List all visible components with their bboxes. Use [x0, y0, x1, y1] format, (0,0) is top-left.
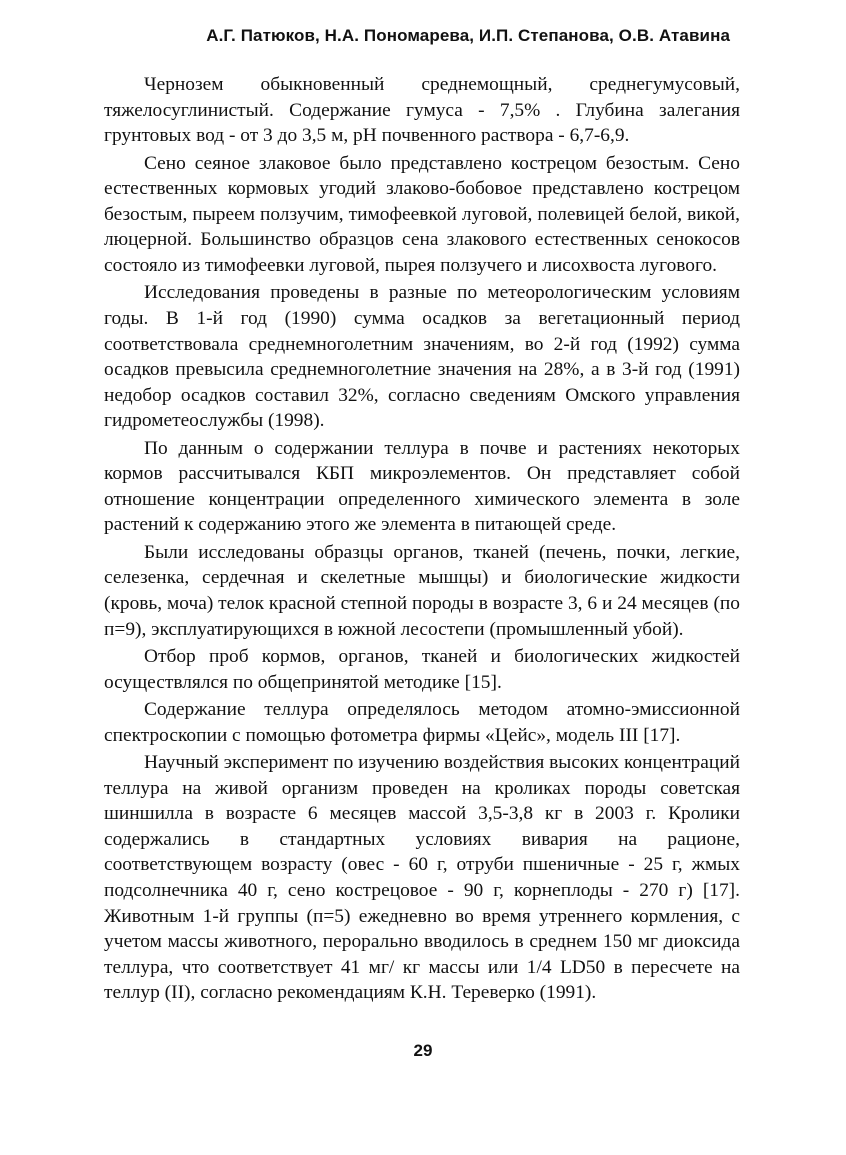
paragraph: Чернозем обыкновенный среднемощный, среднегумусовый, тяжелосуглинистый. Содержание гумуса - 7,5% . Глубина залегания грунтовых вод - от 3 до 3,5 м, рН почвенного раствора - 6,7-6,9. [104, 74, 740, 147]
running-header-authors: А.Г. Патюков, Н.А. Пономарева, И.П. Степанова, О.В. Атавина [206, 26, 730, 45]
paragraph: Сено сеяное злаковое было представлено кострецом безостым. Сено естественных кормовых угодий злаково-бобовое представлено кострецом безостым, пыреем ползучим, тимофеевкой луговой, полевицей белой, викой, люцерной. Большинство образцов сена злакового естественных сенокосов состояло из тимофеевки луговой, пырея ползучего и лисохвоста лугового. [104, 152, 740, 276]
body-text [104, 72, 740, 1008]
paragraph: Научный эксперимент по изучению воздействия высоких концентраций теллура на живой организм проведен на кроликах породы советская шиншилла в возрасте 6 месяцев массой 3,5-3,8 кг в 2003 г. Кролики содержались в стандартных условиях вивария на рационе, соответствующем возрасту (овес - 60 г, отруби пшеничные - 25 г, жмых подсолнечника 40 г, сено кострецовое - 90 г, корнеплоды - 270 г) [17]. Животным 1-й группы (п=5) ежедневно во время утреннего кормления, с учетом массы животного, перорально вводилось в среднем 150 мг диоксида теллура, что соответствует 41 мг/ кг массы или 1/4 LD50 в пересчете на теллур (II), согласно рекомендациям К.Н. Тереверко (1991). [104, 752, 740, 1004]
paragraph: Содержание теллура определялось методом атомно-эмиссионной спектроскопии с помощью фотометра фирмы «Цейс», модель III [17]. [104, 699, 740, 746]
page-number: 29 [413, 1041, 433, 1060]
paragraph: По данным о содержании теллура в почве и растениях некоторых кормов рассчитывался КБП микроэлементов. Он представляет собой отношение концентрации определенного химического элемента в золе растений к содержанию этого же элемента в питающей среде. [104, 437, 740, 536]
paragraph: Отбор проб кормов, органов, тканей и биологических жидкостей осуществлялся по общепринятой методике [15]. [104, 646, 740, 693]
paragraph: Были исследованы образцы органов, тканей (печень, почки, легкие, селезенка, сердечная и скелетные мышцы) и биологические жидкости (кровь, моча) телок красной степной породы в возрасте 3, 6 и 24 месяцев (по п=9), эксплуатирующихся в южной лесостепи (промышленный убой). [104, 541, 740, 640]
paragraph: Исследования проведены в разные по метеорологическим условиям годы. В 1-й год (1990) сумма осадков за вегетационный период соответствовала среднемноголетним значениям, во 2-й год (1992) сумма осадков превысила среднемноголетние значения на 28%, а в 3-й год (1991) недобор осадков составил 32%, согласно сведениям Омского управления гидрометеослужбы (1998). [104, 282, 740, 432]
